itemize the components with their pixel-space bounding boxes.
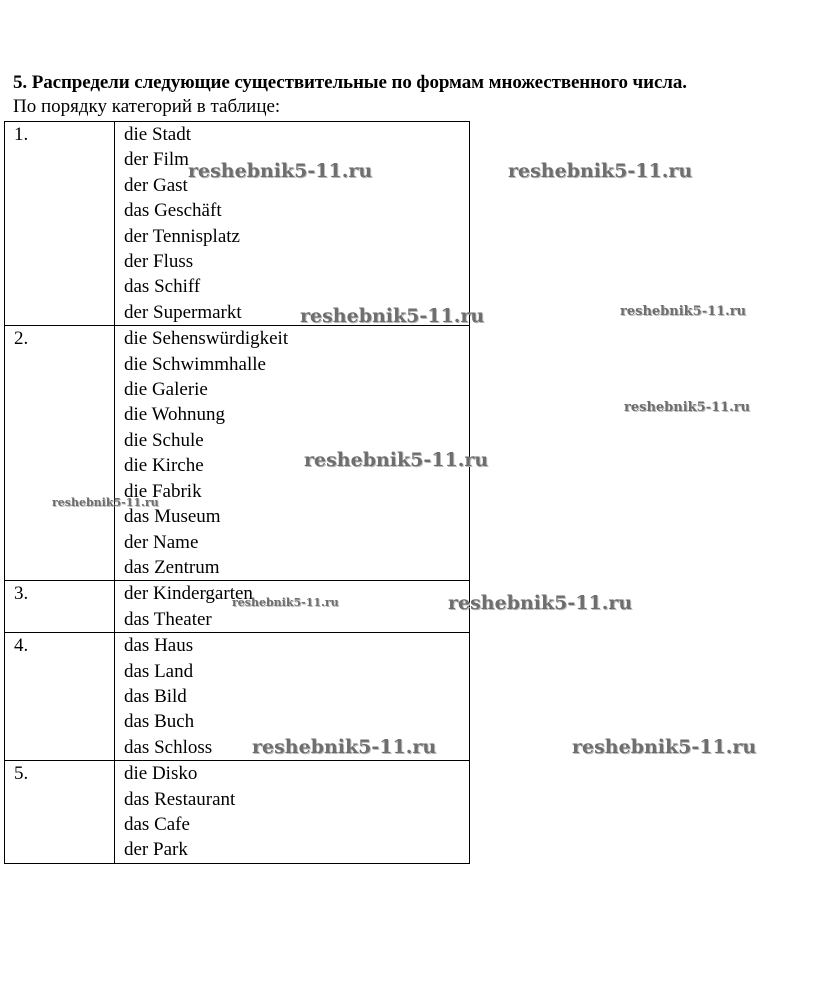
row-number: 5. (5, 761, 115, 864)
word-list (115, 581, 470, 633)
task-subtitle: По порядку категорий в таблице: (13, 96, 281, 117)
watermark: reshebnik5-11.ru (52, 496, 159, 509)
watermark: reshebnik5-11.ru (304, 449, 489, 471)
list-item: das Schloss (124, 736, 213, 758)
word-list (115, 761, 470, 864)
list-item: die Disko (124, 763, 198, 785)
watermark: reshebnik5-11.ru (508, 160, 693, 182)
list-item: das Haus (124, 635, 194, 657)
table-row (5, 761, 470, 864)
list-item: der Film (124, 149, 189, 171)
row-number: 4. (5, 633, 115, 761)
word-list (115, 122, 470, 326)
list-item: die Sehenswürdigkeit (124, 328, 289, 350)
list-item: die Stadt (124, 124, 192, 145)
watermark: reshebnik5-11.ru (624, 400, 751, 415)
watermark: reshebnik5-11.ru (188, 160, 373, 182)
table-row (5, 122, 470, 326)
task-title: 5. Распредели следующие существительные по формам множественного числа. (13, 72, 687, 93)
list-item: der Fluss (124, 251, 194, 273)
watermark: reshebnik5-11.ru (232, 596, 339, 609)
list-item: die Wohnung (124, 404, 226, 426)
list-item: das Buch (124, 711, 195, 733)
list-item: das Cafe (124, 813, 190, 835)
list-item: der Name (124, 531, 199, 553)
table-row (5, 581, 470, 633)
list-item: das Museum (124, 506, 221, 528)
list-item: der Kindergarten (124, 583, 253, 605)
row-number: 2. (5, 326, 115, 581)
list-item: der Supermarkt (124, 301, 242, 323)
list-item: der Park (124, 839, 188, 861)
watermark: reshebnik5-11.ru (252, 736, 437, 758)
watermark: reshebnik5-11.ru (620, 304, 747, 319)
table-row (5, 633, 470, 761)
noun-table (4, 121, 470, 864)
list-item: die Fabrik (124, 480, 202, 502)
list-item: das Restaurant (124, 788, 236, 810)
list-item: die Schwimmhalle (124, 353, 266, 375)
list-item: die Kirche (124, 455, 204, 477)
list-item: die Galerie (124, 379, 208, 401)
watermark: reshebnik5-11.ru (448, 592, 633, 614)
list-item: das Theater (124, 608, 212, 630)
list-item: der Tennisplatz (124, 225, 240, 247)
row-number: 3. (5, 581, 115, 633)
list-item: der Gast (124, 174, 188, 196)
list-item: das Geschäft (124, 200, 222, 222)
table-row (5, 326, 470, 581)
list-item: das Bild (124, 685, 187, 707)
row-number: 1. (5, 122, 115, 326)
word-list (115, 326, 470, 581)
watermark: reshebnik5-11.ru (572, 736, 757, 758)
list-item: die Schule (124, 429, 204, 451)
word-list (115, 633, 470, 761)
list-item: das Zentrum (124, 556, 220, 578)
list-item: das Land (124, 660, 194, 682)
list-item: das Schiff (124, 276, 201, 298)
watermark: reshebnik5-11.ru (300, 305, 485, 327)
